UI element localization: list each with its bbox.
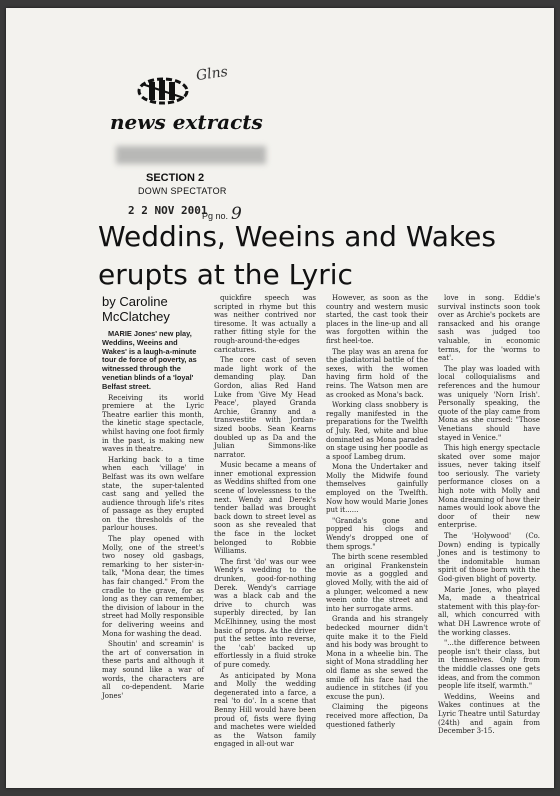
paragraph: love in song. Eddie's survival instincts soon took over as Archie's pockets are ransacked and his orange sash was judged too valuable, in economic terms, for the 'worms to eat'.	[438, 294, 540, 363]
article-column-3	[326, 294, 428, 751]
paragraph: Working class snobbery is regally manifested in the preparations for the Twelfth of July. Red, white and blue dominated as Mona paraded on stage using her poodle as a spoof Lambeg drum.	[326, 401, 428, 461]
paragraph: The play was loaded with local colloquialisms and references and the humour was uniquely 'Norn Irish'. Personally speaking, the quote of the play came from Mona as she cursed: "Those Venetians should have stayed in Venice."	[438, 364, 540, 442]
newspaper-clipping	[6, 8, 554, 788]
lead-paragraph: MARIE Jones' new play, Weddins, Weeins and Wakes' is a laugh-a-minute tour de force of poverty, as witnessed through the venetian blinds of a 'loyal' Belfast street.	[102, 329, 197, 391]
redacted-block	[116, 146, 266, 164]
paragraph: Mona the Undertaker and Molly the Midwife found themselves gainfully employed on the Twelfth. Now how would Marie Jones put it......	[326, 463, 428, 515]
service-title: news extracts	[110, 110, 263, 134]
paragraph: Claiming the pigeons received more affection, Da questioned fatherly	[326, 703, 428, 729]
paragraph: Shoutin' and screamin' is the art of conversation in these parts and although it may sound like a war of words, the characters are all co-dependent. Marie Jones'	[102, 640, 204, 700]
article-headline: Weddins, Weeins and Wakes erupts at the Lyric	[98, 220, 496, 291]
paragraph: The 'Holywood' (Co. Down) ending is typically Jones and is testimony to the indomitable human spirit of those born with the God-given blight of poverty.	[438, 532, 540, 583]
paragraph: As anticipated by Mona and Molly the wedding degenerated into a farce, a real 'to do'. In a scene that Benny Hill would have been proud of, fists were flying and machetes were wielded as the Watson family engaged in all-out war	[214, 671, 316, 749]
page-label: Pg no.	[202, 211, 229, 221]
article-column-4	[438, 294, 540, 751]
article-column-1	[102, 294, 204, 751]
paragraph: However, as soon as the country and western music started, the cast took their places in the line-up and all was forgotten within the first heel-toe.	[326, 294, 428, 345]
publication-name: DOWN SPECTATOR	[138, 186, 227, 196]
paragraph: "Granda's gone and popped his clogs and Wendy's dropped one of them sprogs."	[326, 516, 428, 551]
article-body	[102, 294, 542, 751]
paragraph: This high energy spectacle skated over some major issues, never taking itself too seriously. The variety performance closes on a high note with Molly and Mona dreaming of how their names would look above the door of their new enterprise.	[438, 444, 540, 530]
paragraph: Marie Jones, who played Ma, made a theatrical statement with this play-for-all, which concurred with what DH Lawrence wrote of the working classes.	[438, 585, 540, 637]
paragraph: Granda and his strangely bedecked mourner didn't quite make it to the Field and his body was brought to Mona in a wheelie bin. The sight of Mona straddling her old flame as she sewed the smile off his face had the audience in stitches (if you excuse the pun).	[326, 615, 428, 701]
handwritten-note: Glns	[195, 63, 229, 85]
paragraph: The play opened with Molly, one of the street's two nosey old gasbags, remarking to her sister-in-talk, "Mona dear, the times has fair changed." From the cradle to the grave, for as long as they can remember, the division of labour in the street had Molly responsible for delivering weeins and Mona for washing the dead.	[102, 535, 204, 638]
paragraph: The play was an arena for the gladiatorial battle of the sexes, with the women having firm hold of the reins. The Watson men are as crooked as Mona's back.	[326, 347, 428, 399]
paragraph: The first 'do' was our wee Wendy's wedding to the drunken, good-for-nothing Derek. Wendy's carriage was a black cab and the drive to church was superbly directed, by Ian McElhinney, using the most basic of props. As the driver put the settee into reverse, the 'cab' backed up effortlessly in a fluid stroke of pure comedy.	[214, 557, 316, 669]
paragraph: Music became a means of inner emotional expression as Weddins shifted from one scene of lovelessness to the next. Wendy and Derek's tender ballad was brought back down to street level as soon as she revealed that the face in the locket belonged to Robbie Williams.	[214, 461, 316, 556]
paragraph: The core cast of seven made light work of the demanding play. Dan Gordon, alias Red Hand Luke from 'Give My Head Peace', played Granda Archie, Granny and a transvestite with Jordan-sized boobs. Sean Kearns doubled up as Da and the Julian Simmons-like narrator.	[214, 356, 316, 459]
paragraph: The birth scene resembled an original Frankenstein movie as a goggled and gloved Molly, with the aid of a plunger, welcomed a new weein onto the street and into her surrogate arms.	[326, 553, 428, 613]
ne-logo-icon	[132, 74, 194, 106]
byline: by Caroline McClatchey	[102, 294, 170, 324]
paragraph: quickfire speech was scripted in rhyme but this was neither contrived nor tiresome. It was actually a rather fitting style for the rough-around-the-edges caricatures.	[214, 294, 316, 354]
article-column-2	[214, 294, 316, 751]
section-label: SECTION 2	[146, 172, 205, 184]
page-number: 9	[231, 204, 242, 224]
paragraph: Receiving its world premiere at the Lyric Theatre earlier this month, the kinetic stage spectacle, whilst having one foot firmly in the past, is making new waves in theatre.	[102, 393, 204, 454]
paragraph: Harking back to a time when each 'village' in Belfast was its own welfare state, the super-talented cast sang and yelled the audience through life's rites of passage as they erupted on the thresholds of the parlour houses.	[102, 455, 204, 533]
paragraph: Weddins, Weeins and Wakes continues at the Lyric Theatre until Saturday (24th) and again from December 3-15.	[438, 692, 540, 736]
paragraph: "...the difference between people isn't their class, but in themselves. Only from the middle classes one gets ideas, and from the common people life itself, warmth."	[438, 639, 540, 691]
date-stamp: 2 2 NOV 2001	[128, 204, 208, 217]
